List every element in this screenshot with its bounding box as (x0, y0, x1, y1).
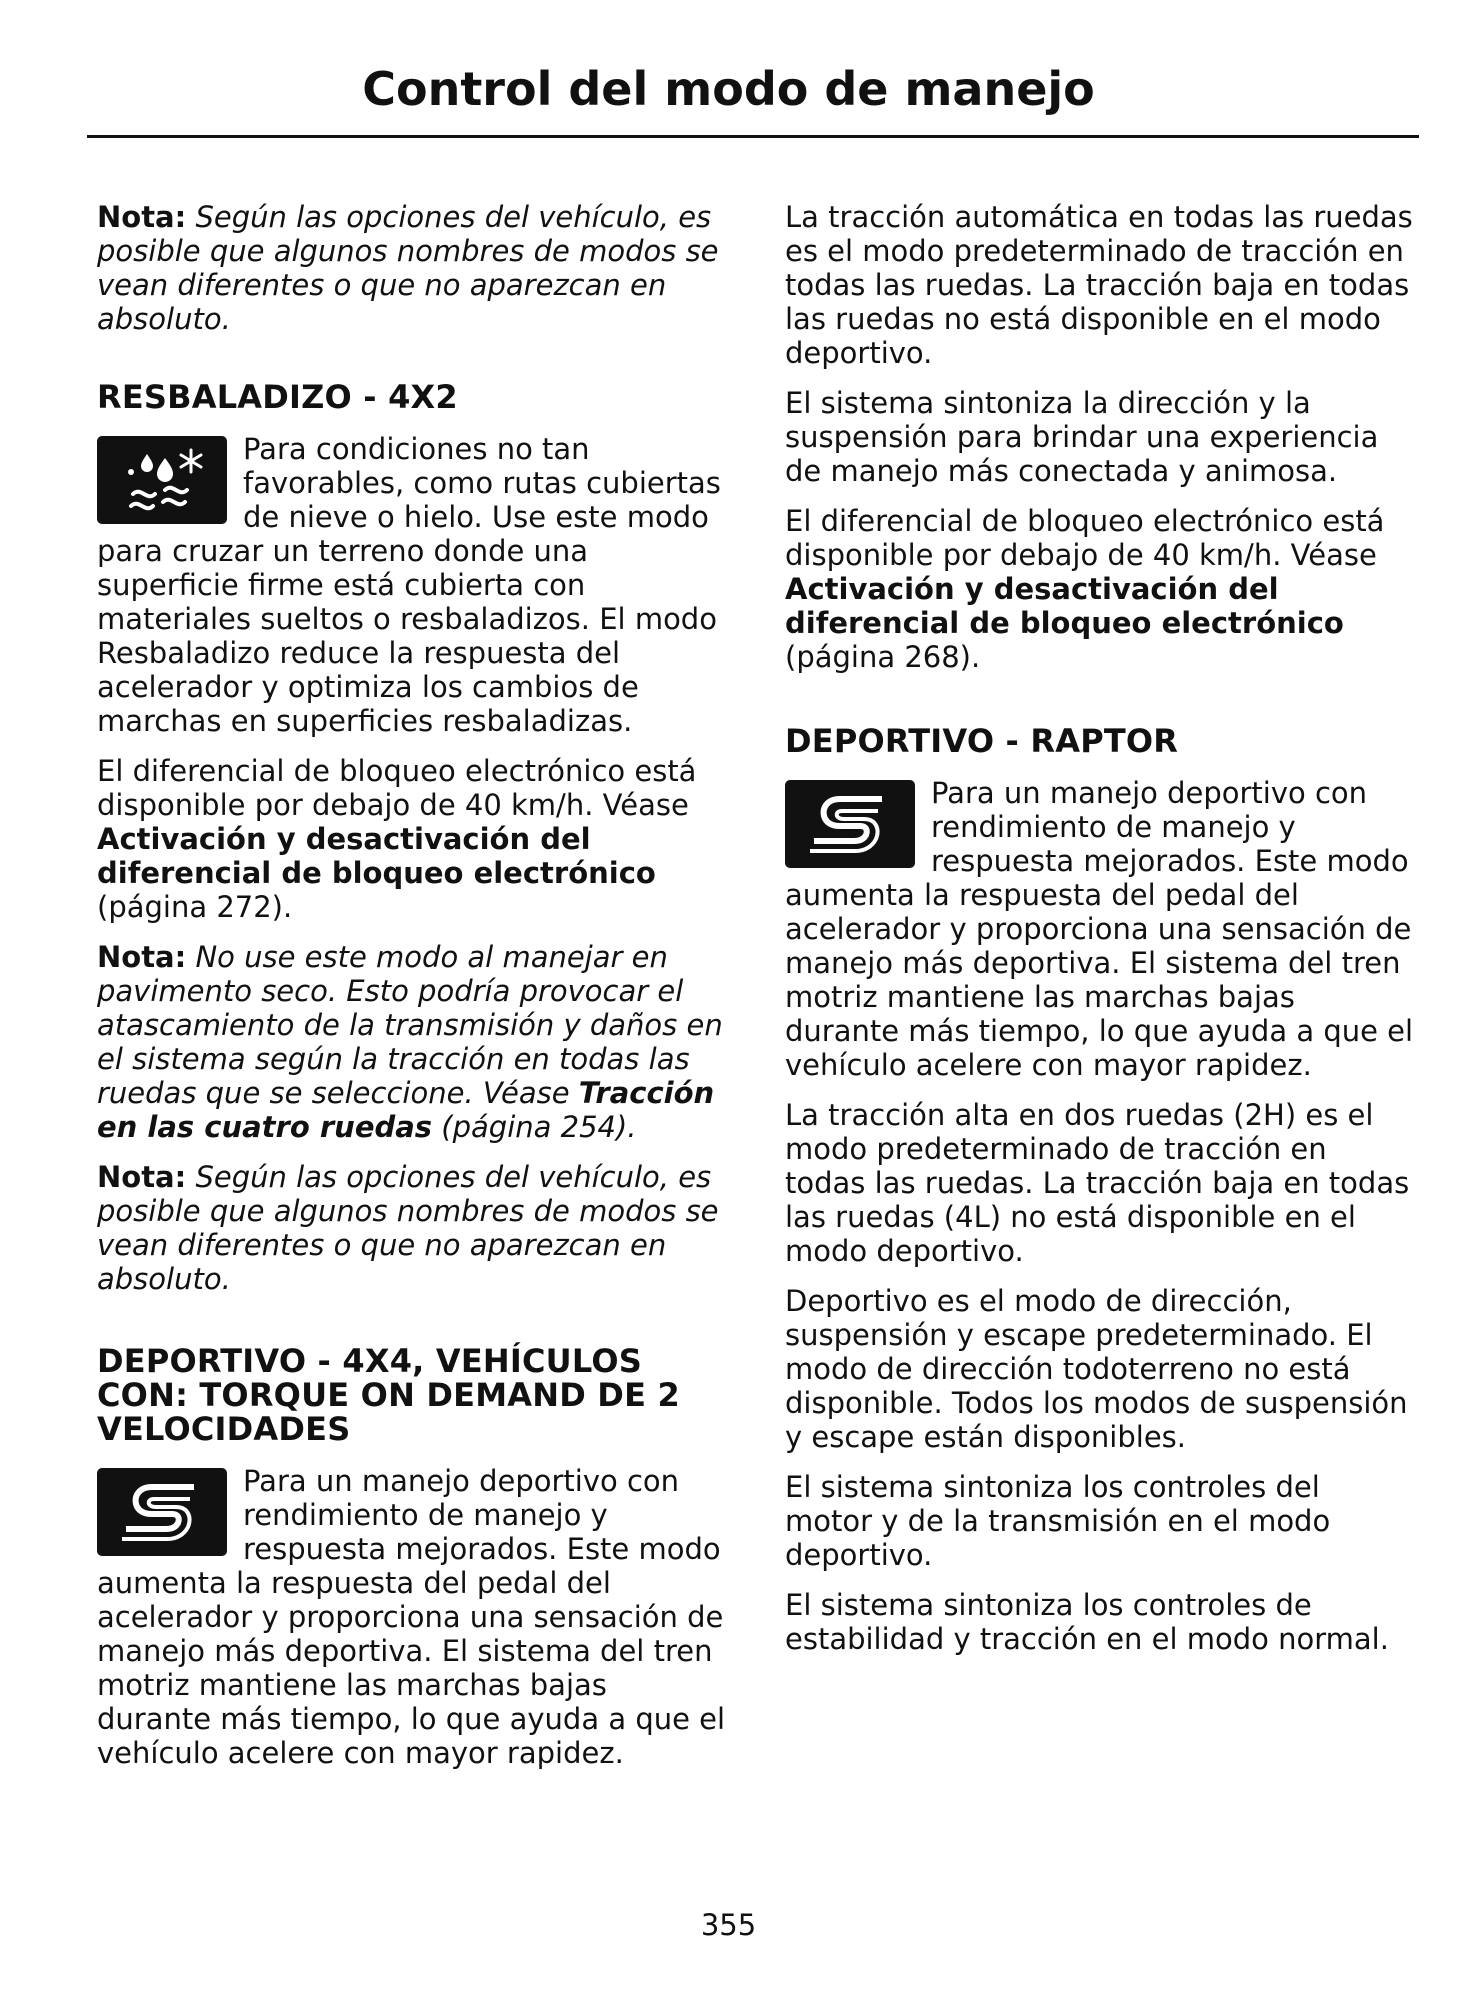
elocker-link[interactable]: Activación y desactivación del diferencial de bloqueo electrónico (785, 572, 1344, 640)
elocker-page-ref: (página 268). (785, 640, 981, 674)
section-heading-raptor: DEPORTIVO - RAPTOR (785, 722, 1179, 760)
page-title: Control del modo de manejo (362, 62, 1095, 116)
engine-tuning-paragraph: El sistema sintoniza los controles del motor y de la transmisión en el modo deportivo. (785, 1470, 1331, 1572)
note-text: No use este modo al manejar en pavimento seco. Esto podría provocar el atascamiento de la transmisión y daños en el sistema según la tracción en todas las ruedas que se seleccione. Véase (97, 940, 723, 1110)
elocker-text: El diferencial de bloqueo electrónico está disponible por debajo de 40 km/h. Véase (97, 754, 697, 822)
default-modes-paragraph: Deportivo es el modo de dirección, suspensión y escape predeterminado. El modo de dirección todoterreno no está disponible. Todos los modos de suspensión y escape están disponibles. (785, 1284, 1408, 1454)
page-number: 355 (700, 1908, 757, 1942)
sport-4x4-description (97, 1464, 727, 1770)
slippery-mode-icon (97, 436, 227, 524)
elocker-link[interactable]: Activación y desactivación del diferencial de bloqueo electrónico (97, 822, 656, 890)
two-h-paragraph: La tracción alta en dos ruedas (2H) es el modo predeterminado de tracción en todas las ruedas. La tracción baja en todas las ruedas (4L) no está disponible en el modo deportivo. (785, 1098, 1410, 1268)
note-paragraph (97, 1160, 727, 1296)
elocker-reference-paragraph (785, 504, 1415, 674)
right-column (785, 200, 1415, 1672)
note-text: Según las opciones del vehículo, es posible que algunos nombres de modos se vean diferentes o que no aparezcan en absoluto. (97, 200, 719, 336)
note-label: Nota: (97, 1160, 187, 1194)
awd-paragraph: La tracción automática en todas las ruedas es el modo predeterminado de tracción en todas las ruedas. La tracción baja en todas las ruedas no está disponible en el modo deportivo. (785, 200, 1413, 370)
elocker-text: El diferencial de bloqueo electrónico está disponible por debajo de 40 km/h. Véase (785, 504, 1385, 572)
sport-mode-icon (97, 1468, 227, 1556)
left-column (97, 200, 727, 1786)
slippery-description (97, 432, 727, 738)
elocker-reference-paragraph (97, 754, 727, 924)
note-label: Nota: (97, 200, 187, 234)
raptor-description (785, 776, 1415, 1082)
tuning-paragraph: El sistema sintoniza la dirección y la suspensión para brindar una experiencia de manejo más conectada y animosa. (785, 386, 1379, 488)
title-divider (87, 135, 1419, 138)
stability-paragraph: El sistema sintoniza los controles de estabilidad y tracción en el modo normal. (785, 1588, 1389, 1656)
note-page-ref: (página 254). (432, 1110, 637, 1144)
section-heading-sport-4x4: DEPORTIVO - 4X4, VEHÍCULOS CON: TORQUE ON DEMAND DE 2 VELOCIDADES (97, 1342, 680, 1448)
elocker-page-ref: (página 272). (97, 890, 293, 924)
sport-mode-icon (785, 780, 915, 868)
slippery-body-text: Para condiciones no tan favorables, como rutas cubiertas de nieve o hielo. Use este modo para cruzar un terreno donde una superficie firme está cubierta con materiales sueltos o resbaladizos. El modo Resbaladizo reduce la respuesta del acelerador y optimiza los cambios de marchas en superficies resbaladizas. (97, 432, 721, 738)
sport-4x4-body-text: Para un manejo deportivo con rendimiento de manejo y respuesta mejorados. Este modo aumenta la respuesta del pedal del acelerador y proporciona una sensación de manejo más deportiva. El sistema del tren motriz mantiene las marchas bajas durante más tiempo, lo que ayuda a que el vehículo acelere con mayor rapidez. (97, 1464, 726, 1770)
section-heading-slippery: RESBALADIZO - 4X2 (97, 378, 458, 416)
note-paragraph (97, 940, 727, 1144)
note-label: Nota: (97, 940, 187, 974)
note-paragraph (97, 200, 727, 336)
note-text: Según las opciones del vehículo, es posible que algunos nombres de modos se vean diferentes o que no aparezcan en absoluto. (97, 1160, 719, 1296)
raptor-body-text: Para un manejo deportivo con rendimiento de manejo y respuesta mejorados. Este modo aumenta la respuesta del pedal del acelerador y proporciona una sensación de manejo más deportiva. El sistema del tren motriz mantiene las marchas bajas durante más tiempo, lo que ayuda a que el vehículo acelere con mayor rapidez. (785, 776, 1414, 1082)
four-wheel-drive-link[interactable]: Tracción en las cuatro ruedas (97, 1076, 715, 1144)
